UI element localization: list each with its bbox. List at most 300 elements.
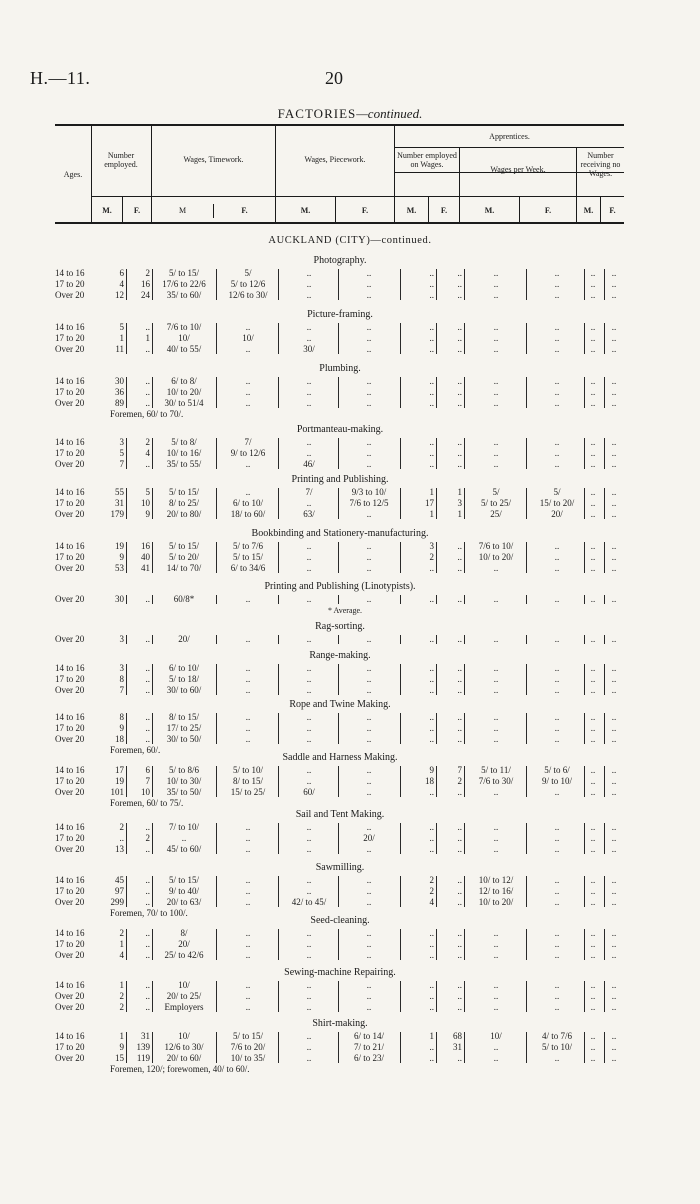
column-rule (464, 323, 465, 354)
table-cell: .. (554, 712, 560, 722)
table-cell: .. (429, 376, 434, 386)
table-cell: 2 (119, 1002, 124, 1012)
table-cell: 14 to 16 (55, 487, 85, 497)
table-cell: .. (429, 833, 434, 843)
table-cell: .. (493, 279, 499, 289)
table-cell: .. (590, 776, 596, 786)
table-cell: .. (457, 279, 462, 289)
table-cell: .. (611, 279, 617, 289)
table-cell: 17 to 20 (55, 387, 85, 397)
table-cell: .. (554, 685, 560, 695)
table-cell: 5/ to 20/ (168, 552, 199, 562)
column-rule (152, 542, 153, 573)
table-cell: 7 (457, 765, 462, 775)
table-cell: 10/ (178, 980, 190, 990)
table-cell: .. (554, 1002, 560, 1012)
column-rule (604, 269, 605, 300)
table-cell: .. (366, 344, 372, 354)
table-cell: .. (554, 1053, 560, 1063)
table-cell: 14 to 16 (55, 322, 85, 332)
column-rule (338, 664, 339, 695)
table-cell: 2 (145, 437, 150, 447)
table-cell: 42/ to 45/ (291, 897, 327, 907)
section-title: Sewing-machine Repairing. (284, 967, 396, 978)
column-rule (338, 876, 339, 907)
table-cell: .. (366, 663, 372, 673)
column-rule (436, 595, 437, 604)
column-rule (338, 929, 339, 960)
table-row (0, 886, 700, 897)
table-cell: .. (457, 437, 462, 447)
table-cell: 17/ to 25/ (166, 723, 202, 733)
table-cell: .. (366, 448, 372, 458)
table-cell: .. (366, 991, 372, 1001)
sub-m: M. (583, 206, 594, 215)
table-cell: .. (611, 674, 617, 684)
table-cell: .. (590, 663, 596, 673)
table-cell: .. (590, 268, 596, 278)
table-cell: .. (457, 333, 462, 343)
table-cell: 5/ to 15/ (168, 875, 199, 885)
column-rule (464, 823, 465, 854)
table-cell: 8/ to 15/ (168, 712, 199, 722)
column-rule (152, 377, 153, 408)
table-cell: 2 (429, 875, 434, 885)
table-cell: .. (245, 634, 251, 644)
table-cell: .. (181, 833, 187, 843)
table-cell: 8/ to 25/ (168, 498, 199, 508)
table-cell: .. (590, 844, 596, 854)
table-cell: .. (554, 279, 560, 289)
table-cell: .. (429, 322, 434, 332)
table-cell: .. (493, 322, 499, 332)
column-rule (338, 595, 339, 604)
table-cell: .. (611, 487, 617, 497)
table-cell: .. (611, 290, 617, 300)
table-cell: .. (145, 1002, 150, 1012)
table-cell: 14 to 16 (55, 541, 85, 551)
table-cell: .. (457, 734, 462, 744)
footnote: * Average. (328, 606, 363, 615)
column-rule (526, 438, 527, 469)
table-cell: 299 (110, 897, 124, 907)
table-row (0, 541, 700, 552)
table-cell: .. (554, 563, 560, 573)
column-rule (436, 1032, 437, 1063)
table-cell: .. (366, 822, 372, 832)
table-row (0, 674, 700, 685)
table-cell: .. (429, 563, 434, 573)
column-rule (152, 664, 153, 695)
table-cell: .. (611, 787, 617, 797)
table-cell: 97 (115, 886, 124, 896)
table-cell: 1 (119, 333, 124, 343)
table-cell: .. (306, 875, 312, 885)
column-rule (400, 635, 401, 644)
table-cell: .. (493, 1042, 499, 1052)
table-cell: .. (145, 634, 150, 644)
section-title: Shirt-making. (312, 1018, 368, 1029)
table-cell: 35/ to 50/ (166, 787, 202, 797)
table-cell: .. (457, 928, 462, 938)
table-cell: .. (611, 712, 617, 722)
table-cell: .. (457, 563, 462, 573)
table-row (0, 939, 700, 950)
table-cell: .. (429, 459, 434, 469)
column-rule (278, 323, 279, 354)
table-cell: 1 (429, 509, 434, 519)
table-cell: 139 (136, 1042, 150, 1052)
column-rule (152, 269, 153, 300)
column-rule (216, 595, 217, 604)
table-cell: .. (554, 387, 560, 397)
table-cell: 89 (115, 398, 124, 408)
table-row (0, 509, 700, 520)
column-rule (126, 766, 127, 797)
column-rule (126, 981, 127, 1012)
column-rule (464, 269, 465, 300)
table-cell: 4/ to 7/6 (541, 1031, 572, 1041)
table-cell: 5/ to 15/ (168, 487, 199, 497)
table-cell: .. (306, 685, 312, 695)
table-cell: .. (493, 333, 499, 343)
table-cell: .. (590, 459, 596, 469)
table-cell: 14 to 16 (55, 376, 85, 386)
column-rule (436, 438, 437, 469)
column-rule (604, 766, 605, 797)
table-row (0, 344, 700, 355)
table-cell: 10/ (490, 1031, 502, 1041)
column-rule (152, 981, 153, 1012)
table-cell: .. (366, 897, 372, 907)
table-cell: .. (493, 723, 499, 733)
table-cell: .. (306, 448, 312, 458)
column-rule (126, 823, 127, 854)
table-cell: .. (590, 552, 596, 562)
table-cell: .. (429, 712, 434, 722)
table-cell: 15 (115, 1053, 124, 1063)
column-rule (604, 1032, 605, 1063)
table-cell: .. (245, 674, 251, 684)
table-row (0, 663, 700, 674)
column-rule (464, 438, 465, 469)
table-row (0, 712, 700, 723)
table-cell: .. (611, 322, 617, 332)
table-cell: .. (590, 734, 596, 744)
table-cell: .. (145, 991, 150, 1001)
table-cell: .. (554, 939, 560, 949)
table-cell: .. (554, 663, 560, 673)
table-cell: 4 (119, 279, 124, 289)
table-cell: .. (306, 663, 312, 673)
column-rule (400, 713, 401, 744)
table-row (0, 398, 700, 409)
table-cell: Over 20 (55, 594, 85, 604)
column-rule (436, 713, 437, 744)
table-cell: .. (493, 376, 499, 386)
table-cell: .. (457, 833, 462, 843)
table-cell: .. (457, 685, 462, 695)
table-cell: .. (590, 448, 596, 458)
table-cell: 8 (119, 712, 124, 722)
column-rule (584, 823, 585, 854)
table-cell: .. (590, 437, 596, 447)
table-row (0, 928, 700, 939)
table-cell: 20/ to 60/ (166, 1053, 202, 1063)
page-title: FACTORIES—continued. (277, 106, 423, 121)
table-cell: .. (554, 734, 560, 744)
column-rule (464, 929, 465, 960)
table-cell: .. (429, 333, 434, 343)
table-cell: 7/6 to 10/ (166, 322, 202, 332)
column-rule (216, 377, 217, 408)
column-rule (216, 323, 217, 354)
table-cell: 1 (145, 333, 150, 343)
table-cell: .. (366, 734, 372, 744)
column-rule (436, 488, 437, 519)
column-rule (216, 438, 217, 469)
column-rule (400, 595, 401, 604)
table-cell: .. (429, 448, 434, 458)
column-rule (278, 438, 279, 469)
column-rule (216, 876, 217, 907)
table-row (0, 487, 700, 498)
table-cell: 6/ to 10/ (168, 663, 199, 673)
column-rule (338, 635, 339, 644)
table-row (0, 376, 700, 387)
table-cell: 3 (119, 437, 124, 447)
table-cell: .. (457, 398, 462, 408)
table-cell: 7/ (305, 487, 313, 497)
table-cell: .. (590, 787, 596, 797)
table-cell: 4 (145, 448, 150, 458)
table-cell: 5/ to 7/6 (232, 541, 263, 551)
table-cell: .. (611, 991, 617, 1001)
table-cell: .. (493, 663, 499, 673)
section-title: Rag-sorting. (315, 621, 365, 632)
col-ages: Ages. (63, 170, 83, 179)
table-cell: .. (457, 822, 462, 832)
table-cell: 4 (119, 950, 124, 960)
table-cell: .. (590, 723, 596, 733)
table-cell: .. (493, 674, 499, 684)
table-cell: .. (457, 991, 462, 1001)
table-cell: .. (554, 723, 560, 733)
table-cell: .. (457, 459, 462, 469)
section-title: Sawmilling. (315, 862, 365, 873)
table-cell: 7 (145, 776, 150, 786)
table-cell: .. (611, 939, 617, 949)
table-cell: .. (429, 685, 434, 695)
table-cell: .. (366, 765, 372, 775)
table-cell: 55 (115, 487, 124, 497)
table-cell: .. (554, 376, 560, 386)
table-cell: .. (145, 663, 150, 673)
table-cell: .. (611, 437, 617, 447)
table-cell: .. (554, 459, 560, 469)
table-cell: .. (366, 459, 372, 469)
table-cell: .. (145, 594, 150, 604)
table-cell: 9/3 to 10/ (351, 487, 387, 497)
table-cell: .. (366, 509, 372, 519)
column-rule (278, 269, 279, 300)
table-row (0, 844, 700, 855)
table-cell: 5 (119, 322, 124, 332)
table-cell: 17 (115, 765, 124, 775)
table-cell: .. (493, 734, 499, 744)
column-rule (152, 323, 153, 354)
table-cell: 12 (115, 290, 124, 300)
table-cell: 14 to 16 (55, 268, 85, 278)
section-title: Range-making. (309, 650, 371, 661)
table-cell: .. (245, 594, 251, 604)
table-cell: Over 20 (55, 844, 85, 854)
table-cell: .. (590, 939, 596, 949)
table-cell: .. (493, 950, 499, 960)
table-cell: .. (245, 723, 251, 733)
table-cell: Over 20 (55, 1002, 85, 1012)
table-cell: .. (590, 634, 596, 644)
column-rule (400, 823, 401, 854)
table-cell: .. (429, 787, 434, 797)
section-note: Foremen, 60/ to 75/. (110, 798, 184, 808)
column-rule (278, 542, 279, 573)
table-cell: .. (457, 1002, 462, 1012)
table-row (0, 1053, 700, 1064)
table-cell: .. (611, 765, 617, 775)
table-cell: 30 (115, 376, 124, 386)
table-cell: .. (306, 1002, 312, 1012)
table-cell: 7/6 to 20/ (230, 1042, 266, 1052)
column-rule (584, 766, 585, 797)
column-rule (126, 488, 127, 519)
table-cell: .. (245, 734, 251, 744)
table-cell: .. (366, 712, 372, 722)
table-cell: 16 (141, 279, 150, 289)
table-cell: 5/ (244, 268, 252, 278)
table-cell: 9 (119, 1042, 124, 1052)
column-rule (584, 323, 585, 354)
table-cell: .. (366, 552, 372, 562)
table-cell: .. (457, 268, 462, 278)
table-cell: Over 20 (55, 950, 85, 960)
table-cell: .. (457, 844, 462, 854)
column-rule (126, 876, 127, 907)
column-rule (338, 713, 339, 744)
table-cell: 60/8* (173, 594, 195, 604)
table-cell: .. (366, 563, 372, 573)
column-rule (604, 323, 605, 354)
column-rule (338, 542, 339, 573)
table-cell: .. (306, 776, 312, 786)
table-cell: Over 20 (55, 897, 85, 907)
column-rule (152, 1032, 153, 1063)
table-cell: .. (554, 822, 560, 832)
table-cell: .. (590, 875, 596, 885)
section-title: Plumbing. (319, 363, 361, 374)
table-cell: .. (366, 928, 372, 938)
column-rule (464, 377, 465, 408)
table-cell: .. (245, 387, 251, 397)
column-rule (464, 876, 465, 907)
table-cell: 30/ to 50/ (166, 734, 202, 744)
table-cell: .. (457, 950, 462, 960)
table-cell: 24 (141, 290, 150, 300)
table-cell: .. (611, 448, 617, 458)
table-cell: 3 (457, 498, 462, 508)
table-cell: .. (493, 448, 499, 458)
table-cell: 6/ to 10/ (232, 498, 263, 508)
table-cell: 14 to 16 (55, 663, 85, 673)
table-cell: .. (493, 594, 499, 604)
section-note: Foremen, 60/ to 70/. (110, 409, 184, 419)
column-rule (464, 713, 465, 744)
table-row (0, 787, 700, 798)
sub-m: M. (102, 206, 112, 215)
table-cell: 17 to 20 (55, 674, 85, 684)
table-cell: .. (306, 322, 312, 332)
column-rule (400, 488, 401, 519)
column-rule (526, 377, 527, 408)
table-cell: .. (245, 928, 251, 938)
table-cell: 8 (119, 674, 124, 684)
table-cell: .. (493, 563, 499, 573)
table-row (0, 387, 700, 398)
table-cell: .. (590, 1031, 596, 1041)
table-cell: .. (245, 1002, 251, 1012)
column-rule (604, 981, 605, 1012)
table-cell: .. (429, 634, 434, 644)
column-rule (152, 876, 153, 907)
table-cell: .. (590, 712, 596, 722)
section-title: Photography. (313, 255, 367, 266)
table-cell: .. (554, 290, 560, 300)
column-rule (216, 713, 217, 744)
column-rule (604, 823, 605, 854)
column-rule (278, 488, 279, 519)
table-cell: .. (145, 822, 150, 832)
table-cell: .. (590, 398, 596, 408)
column-rule (216, 766, 217, 797)
column-rule (584, 664, 585, 695)
table-cell: .. (457, 787, 462, 797)
column-rule (464, 488, 465, 519)
table-cell: .. (306, 1042, 312, 1052)
column-rule (526, 664, 527, 695)
table-cell: 15/ to 20/ (539, 498, 575, 508)
column-rule (526, 823, 527, 854)
table-cell: .. (590, 344, 596, 354)
table-cell: .. (366, 541, 372, 551)
table-cell: .. (145, 387, 150, 397)
table-row (0, 723, 700, 734)
column-rule (584, 981, 585, 1012)
table-cell: 7/6 to 12/5 (349, 498, 389, 508)
table-cell: .. (590, 765, 596, 775)
table-cell: 1 (429, 1031, 434, 1041)
section-note: Foremen, 120/; forewomen, 40/ to 60/. (110, 1064, 250, 1074)
table-cell: .. (306, 928, 312, 938)
table-cell: .. (429, 734, 434, 744)
table-cell: .. (429, 279, 434, 289)
table-cell: .. (429, 1002, 434, 1012)
column-rule (338, 823, 339, 854)
table-cell: .. (590, 928, 596, 938)
table-cell: .. (429, 1042, 434, 1052)
table-cell: .. (429, 268, 434, 278)
table-cell: .. (493, 939, 499, 949)
column-rule (152, 438, 153, 469)
